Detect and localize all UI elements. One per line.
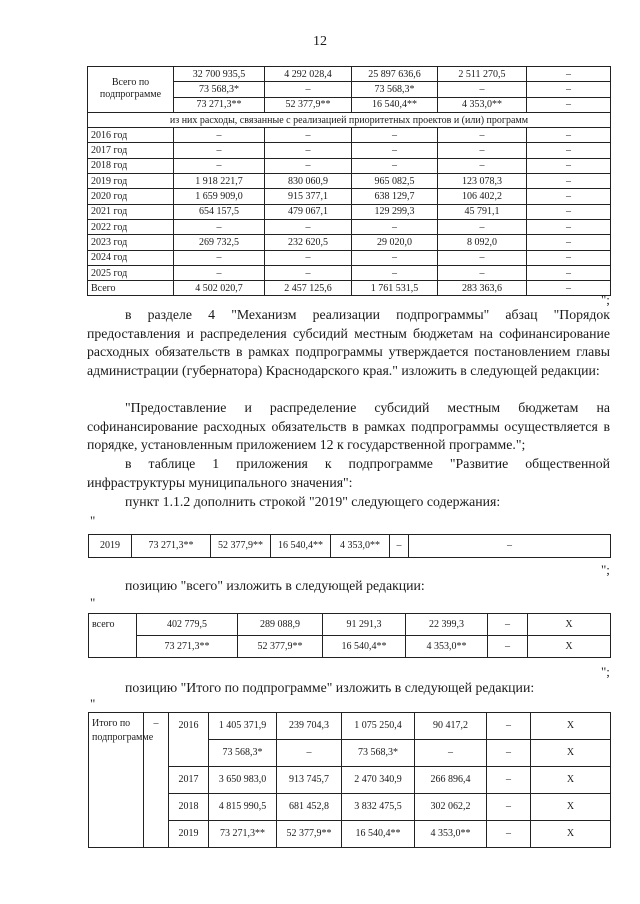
- value-cell: 2 470 340,9: [342, 767, 415, 794]
- value-cell: 129 299,3: [352, 204, 438, 219]
- table-row: [88, 204, 611, 219]
- value-cell: 302 062,2: [415, 794, 487, 821]
- table-row: [88, 128, 611, 143]
- year-cell: 2025 год: [88, 265, 174, 280]
- value-cell: 106 402,2: [438, 189, 527, 204]
- value-cell: –: [488, 614, 528, 636]
- row-label: Всего по подпрограмме: [88, 67, 174, 113]
- value-cell: –: [527, 128, 611, 143]
- value-cell: 52 377,9**: [277, 821, 342, 848]
- row-label: всего: [89, 614, 137, 658]
- year-cell: 2016: [169, 713, 209, 767]
- opening-quote: ": [90, 513, 96, 528]
- value-cell: 638 129,7: [352, 189, 438, 204]
- closing-quote: ";: [601, 562, 610, 577]
- value-cell: –: [265, 219, 352, 234]
- value-cell: 52 377,9**: [211, 535, 271, 558]
- value-cell: 16 540,4**: [323, 636, 406, 658]
- value-cell: 16 540,4**: [352, 97, 438, 112]
- value-cell: –: [352, 219, 438, 234]
- value-cell: –: [438, 219, 527, 234]
- value-cell: 16 540,4**: [342, 821, 415, 848]
- value-cell: –: [527, 97, 611, 112]
- value-cell: –: [352, 143, 438, 158]
- value-cell: 73 271,3**: [137, 636, 238, 658]
- value-cell: 91 291,3: [323, 614, 406, 636]
- value-cell: 4 353,0**: [415, 821, 487, 848]
- value-cell: 4 353,0**: [331, 535, 390, 558]
- closing-quote: ";: [601, 664, 610, 679]
- value-cell: 654 157,5: [174, 204, 265, 219]
- table-row: [88, 265, 611, 280]
- value-cell: 1 918 221,7: [174, 174, 265, 189]
- value-cell: 22 399,3: [406, 614, 488, 636]
- table-row: [88, 235, 611, 250]
- value-cell: 52 377,9**: [238, 636, 323, 658]
- value-cell: 4 353,0**: [438, 97, 527, 112]
- value-cell: 830 060,9: [265, 174, 352, 189]
- value-cell: 915 377,1: [265, 189, 352, 204]
- value-cell: –: [527, 250, 611, 265]
- value-cell: –: [527, 204, 611, 219]
- value-cell: 681 452,8: [277, 794, 342, 821]
- year-cell: 2021 год: [88, 204, 174, 219]
- value-cell: 4 292 028,4: [265, 67, 352, 82]
- value-cell: 1 075 250,4: [342, 713, 415, 740]
- value-cell: 289 088,9: [238, 614, 323, 636]
- year-cell: 2022 год: [88, 219, 174, 234]
- value-cell: –: [265, 82, 352, 97]
- value-cell: Х: [531, 794, 611, 821]
- year-cell: 2019 год: [88, 174, 174, 189]
- paragraph-section-4: в разделе 4 "Механизм реализации подпрограммы" абзац "Порядок предоставления и распределения субсидий местным бюджетам на софинансирование расходных обязательств в рамках подпрограммы утверждается постановлением главы администрации (губернатора) Краснодарского края." изложить в следующей редакции:: [87, 307, 610, 378]
- year-cell: 2023 год: [88, 235, 174, 250]
- value-cell: Х: [528, 636, 611, 658]
- row-label: Итого по подпрограмме: [89, 713, 144, 848]
- table-row: [89, 713, 611, 740]
- value-cell: –: [390, 535, 409, 558]
- value-cell: 90 417,2: [415, 713, 487, 740]
- dash-cell: –: [144, 713, 169, 848]
- value-cell: 283 363,6: [438, 281, 527, 296]
- value-cell: –: [265, 143, 352, 158]
- value-cell: –: [438, 250, 527, 265]
- table-row: [89, 636, 611, 658]
- value-cell: Х: [531, 767, 611, 794]
- paragraph-total-position: позицию "всего" изложить в следующей редакции:: [125, 578, 425, 593]
- value-cell: 2 457 125,6: [265, 281, 352, 296]
- value-cell: 3 832 475,5: [342, 794, 415, 821]
- table-row: [88, 189, 611, 204]
- value-cell: 232 620,5: [265, 235, 352, 250]
- value-cell: –: [352, 158, 438, 173]
- value-cell: 73 568,3*: [342, 740, 415, 767]
- row-2019-table: [88, 534, 611, 558]
- value-cell: 3 650 983,0: [209, 767, 277, 794]
- year-cell: 2020 год: [88, 189, 174, 204]
- table-row: [88, 174, 611, 189]
- value-cell: Х: [531, 821, 611, 848]
- opening-quote: ": [90, 696, 96, 711]
- value-cell: 32 700 935,5: [174, 67, 265, 82]
- value-cell: 402 779,5: [137, 614, 238, 636]
- value-cell: –: [527, 158, 611, 173]
- year-cell: 2019: [169, 821, 209, 848]
- value-cell: –: [174, 158, 265, 173]
- value-cell: 8 092,0: [438, 235, 527, 250]
- value-cell: –: [277, 740, 342, 767]
- value-cell: 4 502 020,7: [174, 281, 265, 296]
- value-cell: 1 761 531,5: [352, 281, 438, 296]
- value-cell: 965 082,5: [352, 174, 438, 189]
- value-cell: –: [352, 250, 438, 265]
- value-cell: –: [352, 265, 438, 280]
- year-cell: 2018: [169, 794, 209, 821]
- year-cell: 2024 год: [88, 250, 174, 265]
- value-cell: –: [174, 250, 265, 265]
- value-cell: 2 511 270,5: [438, 67, 527, 82]
- value-cell: 269 732,5: [174, 235, 265, 250]
- value-cell: 29 020,0: [352, 235, 438, 250]
- value-cell: 73 568,3*: [174, 82, 265, 97]
- value-cell: 913 745,7: [277, 767, 342, 794]
- value-cell: 123 078,3: [438, 174, 527, 189]
- value-cell: 479 067,1: [265, 204, 352, 219]
- value-cell: Х: [531, 713, 611, 740]
- table-row: [89, 614, 611, 636]
- value-cell: –: [488, 636, 528, 658]
- value-cell: 266 896,4: [415, 767, 487, 794]
- closing-quote: ";: [601, 292, 610, 307]
- year-cell: 2018 год: [88, 158, 174, 173]
- value-cell: 73 271,3**: [132, 535, 211, 558]
- page-number: 12: [313, 34, 327, 49]
- paragraph-subprogram-total: позицию "Итого по подпрограмме" изложить в следующей редакции:: [125, 680, 535, 695]
- value-cell: –: [527, 281, 611, 296]
- value-cell: 1 659 909,0: [174, 189, 265, 204]
- table-row: [88, 158, 611, 173]
- value-cell: –: [438, 82, 527, 97]
- value-cell: –: [265, 128, 352, 143]
- value-cell: 4 353,0**: [406, 636, 488, 658]
- value-cell: 25 897 636,6: [352, 67, 438, 82]
- year-cell: 2016 год: [88, 128, 174, 143]
- paragraph-new-wording: "Предоставление и распределение субсидий местным бюджетам на софинансирование расходных обязательств в рамках подпрограммы осуществляется в порядке, установленным приложением 12 к государственной программе.";: [87, 400, 610, 453]
- value-cell: –: [527, 265, 611, 280]
- value-cell: Х: [528, 614, 611, 636]
- table-row: [89, 535, 611, 558]
- year-cell: 2017: [169, 767, 209, 794]
- opening-quote: ": [90, 595, 96, 610]
- value-cell: –: [438, 143, 527, 158]
- paragraph-item-1-1-2: пункт 1.1.2 дополнить строкой "2019" следующего содержания:: [125, 494, 501, 509]
- value-cell: –: [487, 740, 531, 767]
- total-position-table: [88, 613, 611, 658]
- table-subheading-row: [88, 112, 611, 127]
- value-cell: –: [265, 265, 352, 280]
- value-cell: –: [487, 821, 531, 848]
- subprogram-total-table: [88, 712, 611, 848]
- value-cell: –: [265, 250, 352, 265]
- value-cell: –: [527, 235, 611, 250]
- value-cell: –: [527, 189, 611, 204]
- table-subheading: из них расходы, связанные с реализацией приоритетных проектов и (или) программ: [88, 112, 611, 127]
- value-cell: –: [174, 143, 265, 158]
- value-cell: –: [438, 158, 527, 173]
- value-cell: –: [174, 219, 265, 234]
- value-cell: 73 568,3*: [352, 82, 438, 97]
- value-cell: –: [487, 794, 531, 821]
- value-cell: –: [265, 158, 352, 173]
- value-cell: 4 815 990,5: [209, 794, 277, 821]
- value-cell: 52 377,9**: [265, 97, 352, 112]
- value-cell: 239 704,3: [277, 713, 342, 740]
- value-cell: –: [527, 67, 611, 82]
- table-row: [88, 281, 611, 296]
- value-cell: –: [415, 740, 487, 767]
- value-cell: 16 540,4**: [271, 535, 331, 558]
- value-cell: 73 271,3**: [174, 97, 265, 112]
- value-cell: 73 271,3**: [209, 821, 277, 848]
- value-cell: –: [487, 713, 531, 740]
- paragraph-table-1: в таблице 1 приложения к подпрограмме "Развитие общественной инфраструктуры муниципального значения":: [87, 456, 610, 490]
- value-cell: Х: [531, 740, 611, 767]
- table-row: [88, 219, 611, 234]
- value-cell: –: [527, 82, 611, 97]
- value-cell: –: [409, 535, 611, 558]
- value-cell: –: [438, 265, 527, 280]
- value-cell: –: [527, 143, 611, 158]
- value-cell: –: [352, 128, 438, 143]
- value-cell: –: [174, 265, 265, 280]
- value-cell: –: [174, 128, 265, 143]
- value-cell: –: [438, 128, 527, 143]
- value-cell: –: [487, 767, 531, 794]
- year-cell: Всего: [88, 281, 174, 296]
- value-cell: 45 791,1: [438, 204, 527, 219]
- value-cell: –: [527, 174, 611, 189]
- table-row: [88, 250, 611, 265]
- year-cell: 2019: [89, 535, 132, 558]
- year-cell: 2017 год: [88, 143, 174, 158]
- value-cell: 73 568,3*: [209, 740, 277, 767]
- value-cell: 1 405 371,9: [209, 713, 277, 740]
- table-row: [88, 143, 611, 158]
- value-cell: –: [527, 219, 611, 234]
- subprogram-totals-table: [87, 66, 611, 296]
- table-row: [88, 67, 611, 82]
